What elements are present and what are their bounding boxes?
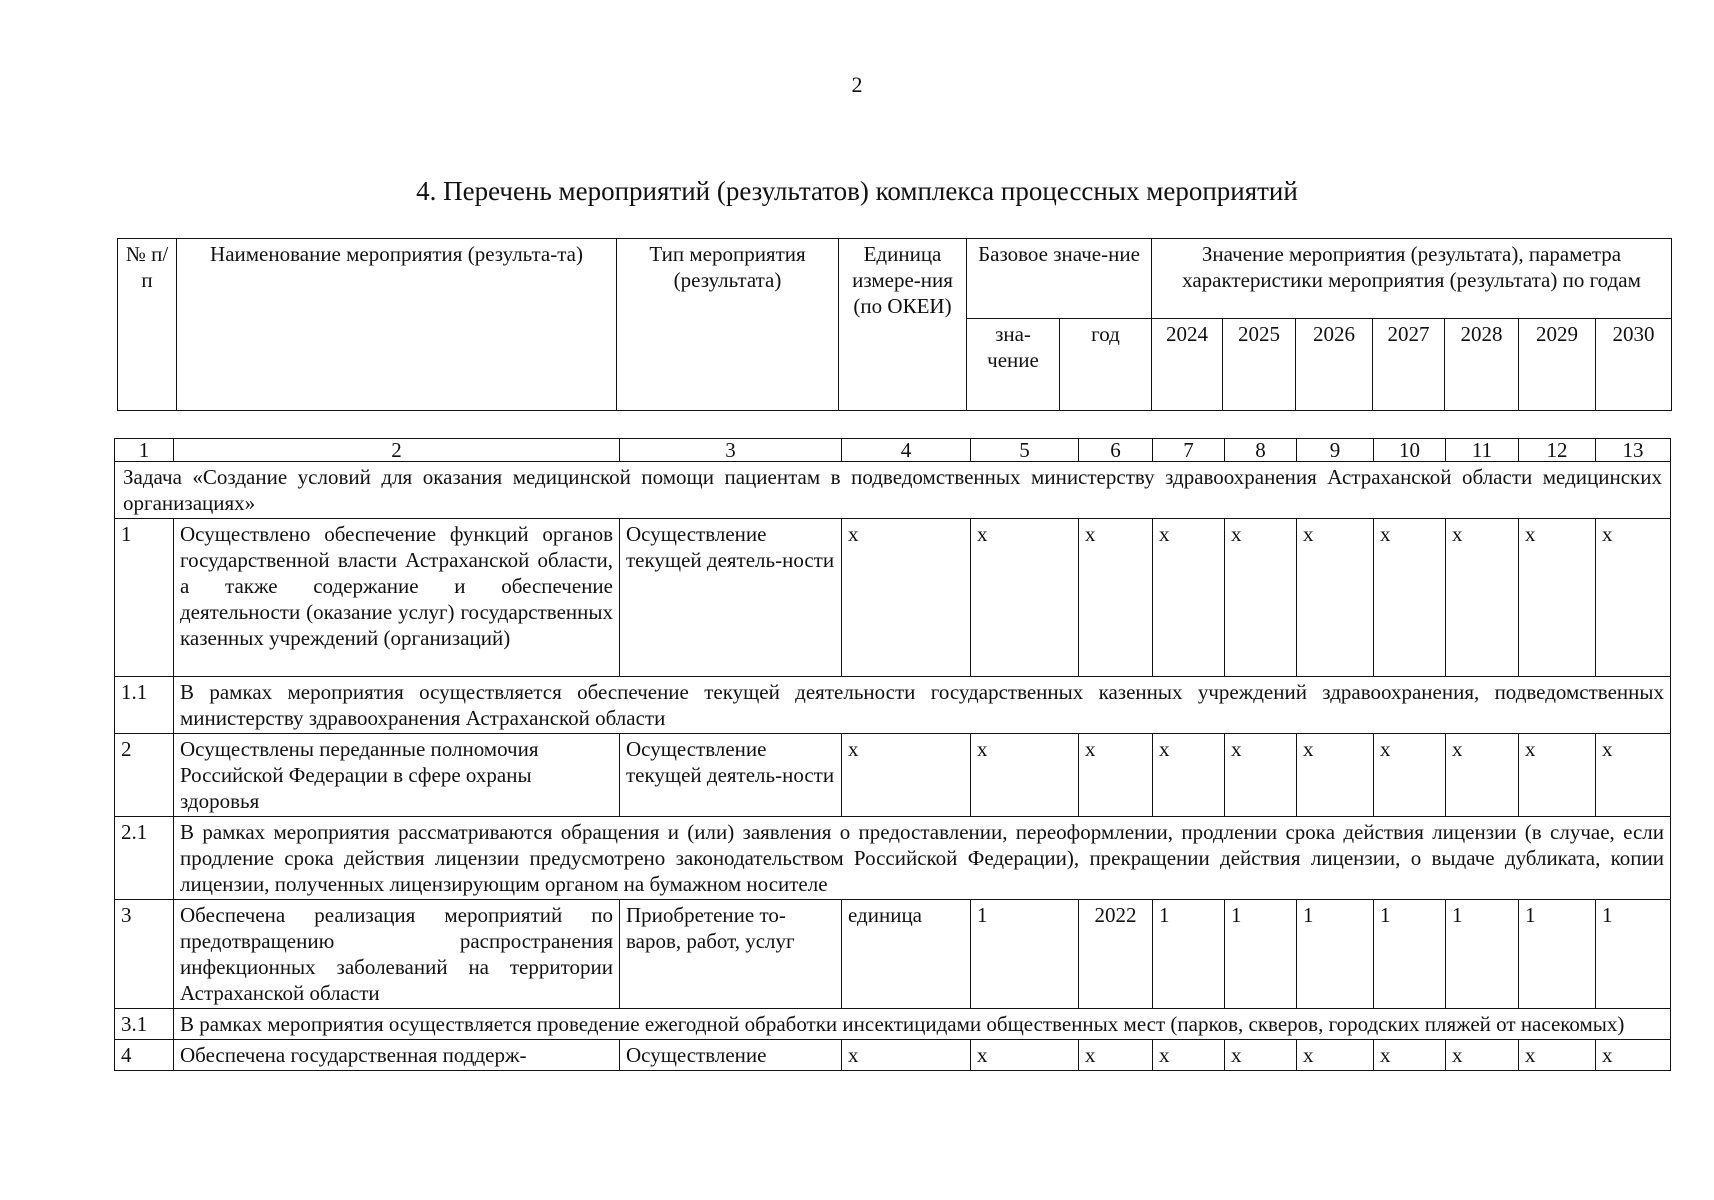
value-cell: х: [971, 1040, 1079, 1071]
measure-type: Приобретение то-варов, работ, услуг: [620, 900, 842, 1009]
column-number: 3: [620, 439, 842, 462]
row-number: 1.1: [115, 677, 174, 734]
measure-type: Осуществление текущей деятель-ности: [620, 734, 842, 817]
header-name: Наименование мероприятия (результа-та): [177, 239, 617, 411]
value-cell: х: [1374, 1040, 1446, 1071]
row-number: 2.1: [115, 817, 174, 900]
table-row-description: [115, 817, 1671, 900]
value-cell: х: [1519, 734, 1596, 817]
value-cell: 1: [971, 900, 1079, 1009]
column-number: 5: [971, 439, 1079, 462]
header-year: 2026: [1296, 319, 1373, 411]
value-cell: х: [1225, 519, 1297, 677]
header-year: 2029: [1519, 319, 1596, 411]
measure-description: В рамках мероприятия осуществляется проведение ежегодной обработки инсектицидами общественных мест (парков, скверов, городских пляжей от насекомых): [174, 1009, 1671, 1040]
header-year: 2024: [1152, 319, 1223, 411]
value-cell: 1: [1374, 900, 1446, 1009]
value-cell: 2022: [1079, 900, 1153, 1009]
value-cell: х: [1297, 519, 1374, 677]
column-number: 8: [1225, 439, 1297, 462]
measure-name: Осуществлено обеспечение функций органов государственной власти Астраханской области, а также содержание и обеспечение деятельности (оказание услуг) государственных казенных учреждений (организаций): [174, 519, 620, 677]
value-cell: х: [1225, 734, 1297, 817]
row-number: 3: [115, 900, 174, 1009]
column-number: 1: [115, 439, 174, 462]
value-cell: х: [842, 519, 971, 677]
value-cell: х: [1297, 1040, 1374, 1071]
table-row: [115, 519, 1671, 677]
task-label: Задача «Создание условий для оказания медицинской помощи пациентам в подведомственных министерству здравоохранения Астраханской области медицинских организациях»: [115, 462, 1671, 519]
table-row: [115, 900, 1671, 1009]
column-number: 6: [1079, 439, 1153, 462]
value-cell: х: [1519, 519, 1596, 677]
header-base-year: год: [1060, 319, 1152, 411]
task-row: [115, 462, 1671, 519]
value-cell: х: [1446, 1040, 1519, 1071]
value-cell: 1: [1225, 900, 1297, 1009]
header-type: Тип мероприятия (результата): [617, 239, 839, 411]
measure-description: В рамках мероприятия рассматриваются обращения и (или) заявления о предоставлении, переоформлении, продлении срока действия лицензии (в случае, если продление срока действия лицензии предусмотрено законодательством Российской Федерации), прекращении действия лицензии, о выдаче дубликата, копии лицензии, полученных лицензирующим органом на бумажном носителе: [174, 817, 1671, 900]
value-cell: х: [1079, 1040, 1153, 1071]
row-number: 3.1: [115, 1009, 174, 1040]
value-cell: х: [1446, 734, 1519, 817]
measure-type: Осуществление: [620, 1040, 842, 1071]
row-number: 1: [115, 519, 174, 677]
header-number: № п/п: [118, 239, 177, 411]
value-cell: х: [1596, 734, 1671, 817]
value-cell: 1: [1153, 900, 1225, 1009]
header-values-by-year: Значение мероприятия (результата), параметра характеристики мероприятия (результата) по годам: [1152, 239, 1672, 319]
column-number: 12: [1519, 439, 1596, 462]
column-number-row: [115, 439, 1671, 462]
column-number: 10: [1374, 439, 1446, 462]
table-row: [115, 734, 1671, 817]
table-row: [115, 1040, 1671, 1071]
value-cell: х: [1079, 519, 1153, 677]
table-header: [117, 238, 1672, 411]
value-cell: 1: [1596, 900, 1671, 1009]
value-cell: х: [1519, 1040, 1596, 1071]
header-base: Базовое значе-ние: [967, 239, 1152, 319]
column-number: 9: [1297, 439, 1374, 462]
measure-description: В рамках мероприятия осуществляется обеспечение текущей деятельности государственных казенных учреждений здравоохранения, подведомственных министерству здравоохранения Астраханской области: [174, 677, 1671, 734]
value-cell: единица: [842, 900, 971, 1009]
value-cell: х: [1079, 734, 1153, 817]
table-row-description: [115, 1009, 1671, 1040]
value-cell: х: [1297, 734, 1374, 817]
header-year: 2025: [1223, 319, 1296, 411]
value-cell: х: [971, 734, 1079, 817]
value-cell: х: [1596, 1040, 1671, 1071]
value-cell: х: [1153, 1040, 1225, 1071]
value-cell: х: [1446, 519, 1519, 677]
measure-name: Обеспечена реализация мероприятий по предотвращению распространения инфекционных заболеваний на территории Астраханской области: [174, 900, 620, 1009]
value-cell: х: [1374, 519, 1446, 677]
row-number: 2: [115, 734, 174, 817]
table-body: [114, 438, 1671, 1071]
header-year: 2028: [1445, 319, 1519, 411]
column-number: 7: [1153, 439, 1225, 462]
value-cell: х: [1225, 1040, 1297, 1071]
row-number: 4: [115, 1040, 174, 1071]
value-cell: х: [1374, 734, 1446, 817]
value-cell: х: [1153, 734, 1225, 817]
table-row-description: [115, 677, 1671, 734]
measure-name: Осуществлены переданные полномочия Российской Федерации в сфере охраны здоровья: [174, 734, 620, 817]
value-cell: 1: [1297, 900, 1374, 1009]
page-number: 2: [851, 72, 863, 97]
column-number: 4: [842, 439, 971, 462]
column-number: 11: [1446, 439, 1519, 462]
header-base-value: зна-чение: [967, 319, 1060, 411]
value-cell: 1: [1519, 900, 1596, 1009]
header-unit: Единица измере-ния (по ОКЕИ): [839, 239, 967, 411]
document-title: 4. Перечень мероприятий (результатов) комплекса процессных мероприятий: [416, 176, 1298, 206]
header-year: 2027: [1373, 319, 1445, 411]
value-cell: х: [842, 1040, 971, 1071]
value-cell: х: [1596, 519, 1671, 677]
value-cell: х: [971, 519, 1079, 677]
column-number: 13: [1596, 439, 1671, 462]
measure-type: Осуществление текущей деятель-ности: [620, 519, 842, 677]
value-cell: 1: [1446, 900, 1519, 1009]
header-year: 2030: [1596, 319, 1672, 411]
measure-name: Обеспечена государственная поддерж-: [174, 1040, 620, 1071]
column-number: 2: [174, 439, 620, 462]
value-cell: х: [842, 734, 971, 817]
value-cell: х: [1153, 519, 1225, 677]
